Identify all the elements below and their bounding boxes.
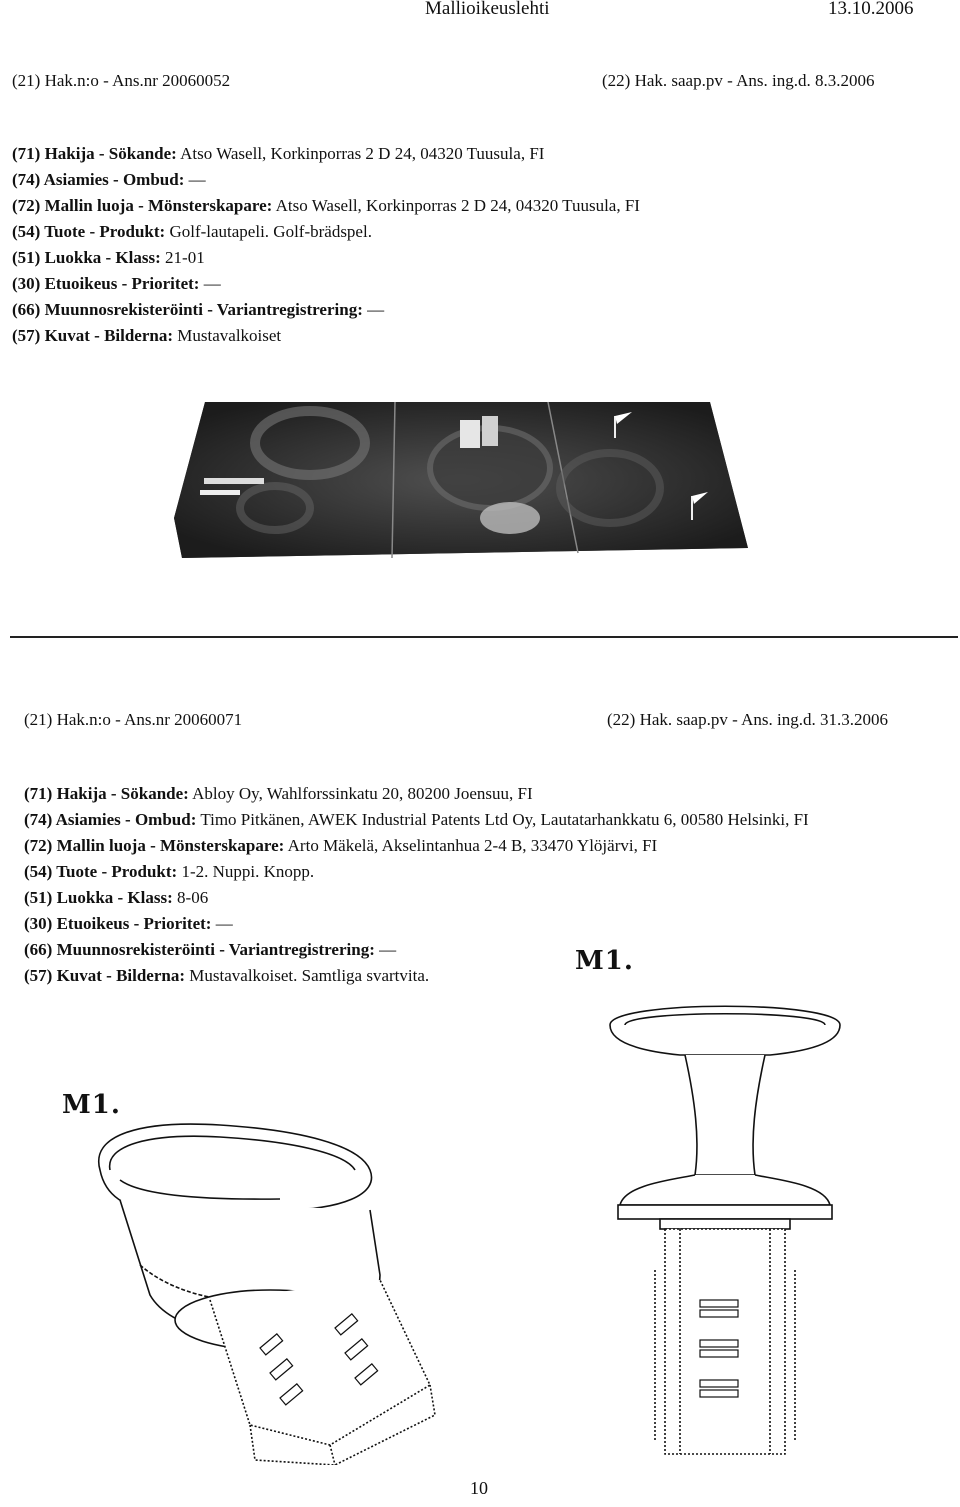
field-agent: (74) Asiamies - Ombud: Timo Pitkänen, AWEK Industrial Patents Ltd Oy, Lautatarhankkatu 6, 00580 Helsinki, FI (24, 810, 809, 829)
field-priority: (30) Etuoikeus - Prioritet: — (24, 914, 233, 933)
entry-1-fields (12, 141, 640, 349)
field-images: (57) Kuvat - Bilderna: Mustavalkoiset. Samtliga svartvita. (24, 966, 430, 985)
golf-board-photo (170, 398, 750, 560)
page-number: 10 (470, 1478, 488, 1498)
filing-date-1: (22) Hak. saap.pv - Ans. ing.d. 8.3.2006 (602, 71, 875, 90)
knob-front-drawing (600, 990, 850, 1465)
field-variant-registration: (66) Muunnosrekisteröinti - Variantregistrering: — (24, 940, 397, 959)
filing-date-2: (22) Hak. saap.pv - Ans. ing.d. 31.3.2006 (607, 710, 888, 729)
knob-perspective-drawing (80, 1115, 450, 1465)
entry-divider (10, 636, 958, 638)
field-variant-registration: (66) Muunnosrekisteröinti - Variantregistrering: — (12, 300, 385, 319)
field-designer: (72) Mallin luoja - Mönsterskapare: Atso Wasell, Korkinporras 2 D 24, 04320 Tuusula, FI (12, 196, 640, 215)
field-product: (54) Tuote - Produkt: Golf-lautapeli. Golf-brädspel. (12, 222, 372, 241)
application-number-1: (21) Hak.n:o - Ans.nr 20060052 (12, 71, 231, 90)
issue-date: 13.10.2006 (828, 0, 914, 19)
field-product: (54) Tuote - Produkt: 1-2. Nuppi. Knopp. (24, 862, 315, 881)
field-applicant: (71) Hakija - Sökande: Abloy Oy, Wahlforssinkatu 20, 80200 Joensuu, FI (24, 784, 533, 803)
figure-label-left: M1. (62, 1090, 121, 1120)
figure-label-right: M1. (575, 946, 634, 976)
field-class: (51) Luokka - Klass: 8-06 (24, 888, 209, 907)
application-number-2: (21) Hak.n:o - Ans.nr 20060071 (24, 710, 243, 729)
field-applicant: (71) Hakija - Sökande: Atso Wasell, Korkinporras 2 D 24, 04320 Tuusula, FI (12, 144, 545, 163)
field-class: (51) Luokka - Klass: 21-01 (12, 248, 205, 267)
field-agent: (74) Asiamies - Ombud: — (12, 170, 206, 189)
entry-2-fields (24, 781, 809, 989)
journal-title: Mallioikeuslehti (425, 0, 550, 19)
field-priority: (30) Etuoikeus - Prioritet: — (12, 274, 221, 293)
field-designer: (72) Mallin luoja - Mönsterskapare: Arto Mäkelä, Akselintanhua 2-4 B, 33470 Ylöjärvi, FI (24, 836, 658, 855)
field-images: (57) Kuvat - Bilderna: Mustavalkoiset (12, 326, 282, 345)
